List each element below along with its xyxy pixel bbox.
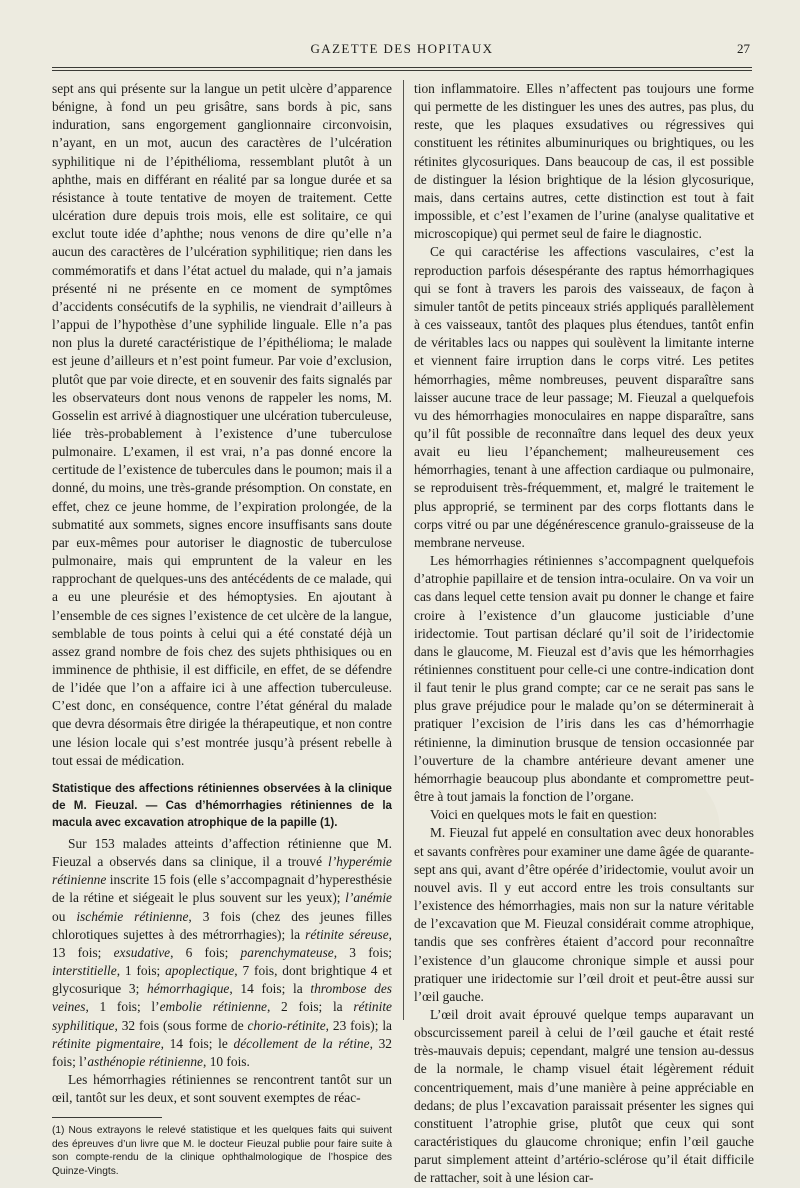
body-paragraph: Les hémorrhagies rétiniennes se rencontrent tantôt sur un œil, tantôt sur les deux, et sont souvent exemptes de réac-	[52, 1071, 392, 1106]
running-title: GAZETTE DES HOPITAUX	[310, 41, 494, 56]
body-paragraph: tion inflammatoire. Elles n’affectent pas toujours une forme qui permette de les distinguer les unes des autres, pas plus, du reste, que les plaques exsudatives ou régressives qui constituent les rétinites albuminuriques ou brightiques, ou les rétinites glycosuriques. Dans beaucoup de cas, il est possible de distinguer la lésion brightique de la lésion glycosurique, mais, dans certains autres, cette distinction est tout à fait impossible, et c’est l’examen de l’urine (analyse qualitative et microscopique) qui permet seul de faire le diagnostic.	[414, 81, 754, 242]
footnote-label: (1)	[52, 1125, 65, 1137]
body-paragraph: L’œil droit avait éprouvé quelque temps auparavant un obscurcissement pareil à celui de l’œil gauche et était resté très-mauvais depuis; cependant, malgré une tension au-dessus de la normale, le champ visuel était légèrement réduit concentriquement, mais d’une manière à peine appréciable en dedans; de plus l’excavation paraissait présenter les signes qui constituent l’atrophie grise, plutôt que ceux qui sont caractéristiques du glaucome chronique; enfin l’œil gauche parut simplement atteint d’artério-sclérose qu’il était difficile de rattacher, soit à une lésion car-	[414, 1006, 754, 1186]
body-paragraph: sept ans qui présente sur la langue un petit ulcère d’apparence bénigne, à fond un peu grisâtre, sans bords à pic, sans induration, sans engorgement ganglionnaire circonvoisin, n’ayant, en un mot, aucun des caractères de l’ulcération syphilitique ni de l’épithélioma, ressemblant plutôt à un aphthe, mais en différant en réalité par sa longue durée et sa résistance à toute tentative de moyen de traitement. Cette ulcération dure depuis trois mois, elle est solitaire, ce qui exclut toute idée d’aphthe; nous venons de dire qu’elle n’a aucun des caractères de l’ulcération syphilitique; rien dans les commémoratifs et dans l’état actuel du malade, qui n’a jamais présenté ni ne présente en ce moment de symptômes d’accidents consécutifs de la syphilis, ne viendrait d’ailleurs à l’appui de l’hypothèse d’une syphilide linguale. Elle n’a pas non plus la dureté caractéristique de l’épithélioma; le malade est jeune d’ailleurs et n’est point fumeur. Par voie d’exclusion, plutôt que par voie directe, et en souvenir des faits signalés par les observateurs dont nous venons de rappeler les noms, M. Gosselin est arrivé à diagnostiquer une ulcération tuberculeuse, liée très-probablement à l’existence d’une tuberculose pulmonaire. L’examen, il est vrai, n’a pas donné encore la certitude de l’existence de tubercules dans le poumon; mais il a donné, du moins, une très-grande présomption. On constate, en effet, chez ce jeune homme, de l’expiration prolongée, de la submatité aux sommets, signes encore insuffisants sans doute par eux-mêmes pour autoriser le diagnostic de tuberculose pulmonaire, mais qui empruntent de la valeur en les rapprochant de quelques-uns des antécédents de ce malade, qui a eu une pleurésie et des hémoptysies. En ajoutant à l’ensemble de ces signes l’existence de cet ulcère de la langue, semblable de tous points à celui qui a été constaté déjà un assez grand nombre de fois chez des sujets phthisiques ou en imminence de phthisie, il est difficile, en effet, de se défendre de l’idée que l’on a affaire ici à une affection tuberculeuse. C’est donc, en conséquence, contre l’état général du malade que devra désormais être dirigée la thérapeutique, et non contre une lésion locale qui s’est montrée jusqu’à présent rebelle à tout essai de médication.	[52, 81, 392, 768]
header-rule-double	[52, 70, 752, 71]
body-paragraph: M. Fieuzal fut appelé en consultation avec deux honorables et savants confrères pour examiner une dame âgée de quarante-sept ans qui, avant d’être opérée d’iridectomie, voulut avoir un nouvel avis. Il y eut accord entre les trois consultants sur l’existence des hémorrhagies, mais non sur la nature véritable de l’excavation que M. Fieuzal considérait comme atrophique, tandis que ses confrères étaient d’accord pour reconnaître l’existence d’un glaucome chronique simple et aussi pour pratiquer une iridectomie sur l’œil droit et peut-être aussi sur l’œil gauche.	[414, 825, 754, 1004]
footnote-rule	[52, 1117, 162, 1118]
right-column	[414, 80, 754, 1188]
body-paragraph: Les hémorrhagies rétiniennes s’accompagnent quelquefois d’atrophie papillaire et de tension intra-oculaire. On va voir un cas dans lequel cette tension avait pu donner le change et faire croire à l’existence d’un glaucome justiciable d’une iridectomie. Tout partisan déclaré qu’il soit de l’iridectomie dans le glaucome, M. Fieuzal est d’avis que les hémorrhagies rétiniennes constituent pour celle-ci une contre-indication dont il faut tenir le plus grand compte; car ce ne serait pas sans le plus grave préjudice pour le malade qu’on se déterminerait à pratiquer l’excision de l’iris dans les cas d’hémorrhagie rétinienne, la diminution brusque de tension occasionnée par l’ouverture de la chambre antérieure devant amener une hémorrhagie beaucoup plus abondante et compromettre peut-être à tout jamais la fonction de l’organe.	[414, 553, 754, 805]
column-divider	[403, 80, 404, 1020]
body-paragraph: Ce qui caractérise les affections vasculaires, c’est la reproduction parfois désespérante des raptus hémorrhagiques qui se font à travers les parois des vaisseaux, de façon à simuler tantôt de petits pinceaux striés appliqués parallèlement à ces vaisseaux, tantôt des plaques plus étendues, tantôt enfin de véritables lacs ou nappes qui soulèvent la limitante interne et viennent faire irruption dans le corps vitré. Les petites hémorrhagies, même nombreuses, peuvent disparaître sans laisser aucune trace de leur passage; M. Fieuzal a quelquefois vu des hémorrhagies monoculaires en nappe disparaître, sans qu’il fût possible de reconnaître dans lequel des deux yeux avait eu lieu l’épanchement; malheureusement ces hémorrhagies, tenant à une affection cardiaque ou pulmonaire, se reproduisent très-fréquemment, et, malgré le traitement le plus approprié, se terminent par des corps flottants dans le corps vitré ou par une dégénérescence granulo-graisseuse de la membrane nerveuse.	[414, 244, 754, 550]
footnote	[52, 1124, 392, 1178]
left-column	[52, 80, 392, 1179]
page-number: 27	[737, 41, 750, 56]
body-paragraph: Voici en quelques mots le fait en question:	[430, 807, 657, 823]
body-paragraph: Sur 153 malades atteints d’affection rétinienne que M. Fieuzal a observés dans sa clinique, il a trouvé l’hyperémie rétinienne inscrite 15 fois (elle s’accompagnait d’hyperesthésie de la rétine et siégeait le plus souvent sur les yeux); l’anémie ou ischémie rétinienne, 3 fois (chez des jeunes filles chlorotiques sujettes à des métrorrhagies); la rétinite séreuse, 13 fois; exsudative, 6 fois; parenchymateuse, 3 fois; interstitielle, 1 fois; apoplectique, 7 fois, dont brightique 4 et glycosurique 3; hémorrhagique, 14 fois; la thrombose des veines, 1 fois; l’embolie rétinienne, 2 fois; la rétinite syphilitique, 32 fois (sous forme de chorio-rétinite, 23 fois); la rétinite pigmentaire, 14 fois; le décollement de la rétine, 32 fois; l’asthénopie rétinienne, 10 fois.	[52, 835, 393, 1069]
page-header	[52, 41, 752, 69]
footnote-text: Nous extrayons le relevé statistique et les quelques faits qui suivent des épreuves d’un livre que M. le docteur Fieuzal publie pour faire suite à son compte-rendu de la clinique ophthalmologique de l’hospice des Quinze-Vingts.	[52, 1125, 392, 1178]
section-heading: Statistique des affections rétiniennes observées à la clinique de M. Fieuzal. — Cas d’hémorrhagies rétiniennes de la macula avec excavation atrophique de la papille (1).	[52, 781, 392, 829]
header-rule	[52, 67, 752, 68]
